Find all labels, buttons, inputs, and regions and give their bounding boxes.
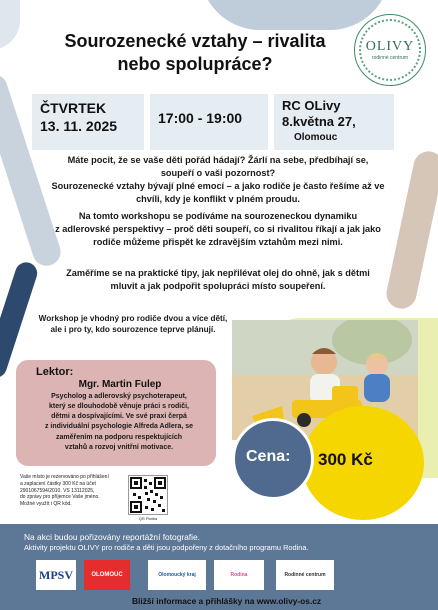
page-title [50,30,340,75]
qr-caption: QR Platba [138,516,158,521]
event-place-city: Olomouc [294,132,338,143]
text-line: rodiče můžeme přispět ke zdravějším vztahům mezi nimi. [93,237,343,248]
text-line: 2901067594/2010. VS 13112025, [20,487,95,494]
footer-photo-note: Na akci budou pořizovány reportážní fotografie. [24,532,200,542]
text-line: zaměřením na podporu respektujících [55,433,183,441]
text-line: Zaměříme se na praktické tipy, jak nepřilévat olej do ohně, jak s dětmi [66,268,370,278]
decor-blob-top [200,0,390,30]
text-line: Sourozenecké vztahy bývají plné emocí – a jako rodiče je často řešíme až ve [51,181,385,192]
event-date: 13. 11. 2025 [40,118,118,134]
footer-support-note: Aktivity projektu OLIVY pro rodiče a děti jsou podpořeny z dotačního programu Rodina. [24,543,309,552]
text-line: vztahů a rozvoj vnitřní motivace. [64,443,174,451]
mpsv-logo: MPSV [36,560,76,590]
intro-paragraph [40,154,396,206]
event-place-name: RC OLivy [282,98,341,113]
workshop-paragraph [40,210,396,249]
rodina-program-logo: Rodina [214,560,264,590]
decor-blob-top-left [0,0,20,50]
text-line: a zaplacení částky 300 Kč na účet [20,480,96,487]
text-line: chvíli, kdy je konflikt v plném proudu. [136,194,300,205]
footer-website-link[interactable]: Bližší informace a přihlášky na www.olivy-os.cz [132,596,322,606]
focus-paragraph [40,267,396,293]
title-line-1: Sourozenecké vztahy – rivalita [64,31,326,51]
olivy-logo [354,14,426,86]
lektor-description [26,392,212,453]
logo-subtitle: rodinné centrum [371,55,409,61]
text-line: Máte pocit, že se vaše děti pořád hádají? Žárlí na sebe, předbíhají se, [67,155,369,165]
event-time: 17:00 - 19:00 [158,110,243,126]
logo-name: OLIVY [365,39,415,54]
lektor-name: Mgr. Martin Fulep [78,379,162,390]
price-value: 300 Kč [318,450,373,469]
event-place-street: 8.května 27, [282,114,356,129]
price-label: Cena: [246,448,291,465]
text-line: Možné využít i QR kód. [20,501,72,507]
olomouc-logo: OLOMOUC [84,560,130,590]
text-line: Psycholog a adlerovský psychoterapeut, [51,393,187,400]
text-line: z individuální psychologie Alfreda Adlera, se [44,423,194,431]
olomoucky-kraj-logo: Olomoucký kraj [148,560,206,590]
text-line: soupeří o vaši pozornost? [160,168,276,179]
text-line: dětmi a dospívajícími. Ve své praxi čerpá [51,413,187,421]
title-line-2: nebo spolupráce? [117,53,273,74]
text-line: Vaše místo je rezervováno po přihlášení [20,474,109,480]
event-day: ČTVRTEK [40,100,107,116]
text-line: ale i pro ty, kdo sourozence teprve plánují. [50,325,216,335]
lektor-label: Lektor: [36,366,74,378]
text-line: Na tomto workshopu se podíváme na sourozeneckou dynamiku [78,211,358,221]
text-line: do zprávy pro příjemce Vaše jméno. [20,494,100,501]
text-line: Workshop je vhodný pro rodiče dvou a více dětí, [38,314,228,323]
text-line: mluvit a jak podpořit spolupráci místo soupeření. [110,281,326,292]
reservation-info [20,474,124,508]
text-line: z adlerovské perspektivy – proč děti soupeří, co si rivalitou říkají a jak jako [55,224,381,235]
text-line: který se dlouhodobě věnuje práci s rodiči, [48,403,190,411]
family-center-logo: Rodinné centrum [276,560,334,590]
audience-note [26,313,240,336]
qr-payment-code[interactable] [128,475,168,515]
